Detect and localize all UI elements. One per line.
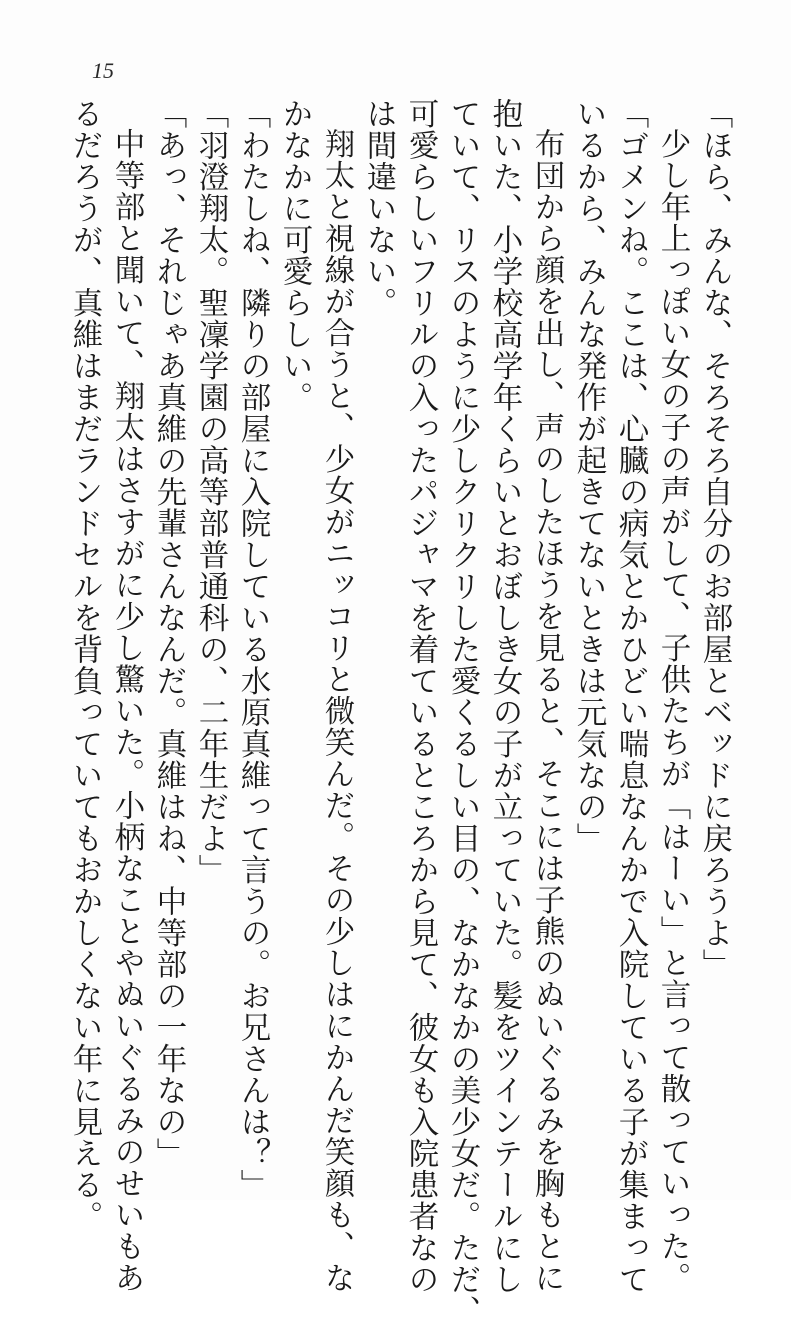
text-line-7: ていて、リスのように少しクリクリした愛くるしい目の、なかなかの美少女だ。ただ、 bbox=[445, 98, 480, 1327]
text-line-15: 中等部と聞いて、翔太はさすがに少し驚いた。小柄なことやぬいぐるみのせいもあ bbox=[109, 128, 144, 1294]
text-line-13: 「羽澄翔太。聖凜学園の高等部普通科の、二年生だよ」 bbox=[193, 98, 228, 886]
text-line-14: 「あっ、それじゃあ真維の先輩さんなんだ。真維はね、中等部の一年なの」 bbox=[151, 98, 186, 1169]
text-line-16: るだろうが、真維はまだランドセルを背負っていてもおかしくない年に見える。 bbox=[67, 98, 102, 1232]
text-line-11: かなかに可愛らしい。 bbox=[277, 98, 312, 413]
vertical-text-body bbox=[55, 98, 735, 1327]
text-line-3: 「ゴメンね。ここは、心臓の病気とかひどい喘息なんかで入院している子が集まって bbox=[613, 98, 648, 1295]
text-line-1: 「ほら、みんな、そろそろ自分のお部屋とベッドに戻ろうよ」 bbox=[697, 98, 732, 980]
text-line-8: 可愛らしいフリルの入ったパジャマを着ているところから見て、彼女も入院患者なの bbox=[403, 98, 438, 1295]
page-number: 15 bbox=[92, 58, 114, 83]
text-line-2: 少し年上っぽい女の子の声がして、子供たちが「はーい」と言って散っていった。 bbox=[655, 128, 690, 1294]
text-line-5: 布団から顔を出し、声のしたほうを見ると、そこには子熊のぬいぐるみを胸もとに bbox=[529, 128, 564, 1294]
text-line-6: 抱いた、小学校高学年くらいとおぼしき女の子が立っていた。髪をツインテールにし bbox=[487, 98, 522, 1295]
text-line-12: 「わたしね、隣りの部屋に入院している水原真維って言うの。お兄さんは？」 bbox=[235, 98, 270, 1201]
text-line-4: いるから、みんな発作が起きてないときは元気なの」 bbox=[571, 98, 606, 854]
text-line-9: は間違いない。 bbox=[361, 98, 396, 319]
text-line-10: 翔太と視線が合うと、少女がニッコリと微笑んだ。その少しはにかんだ笑顔も、な bbox=[319, 128, 354, 1294]
